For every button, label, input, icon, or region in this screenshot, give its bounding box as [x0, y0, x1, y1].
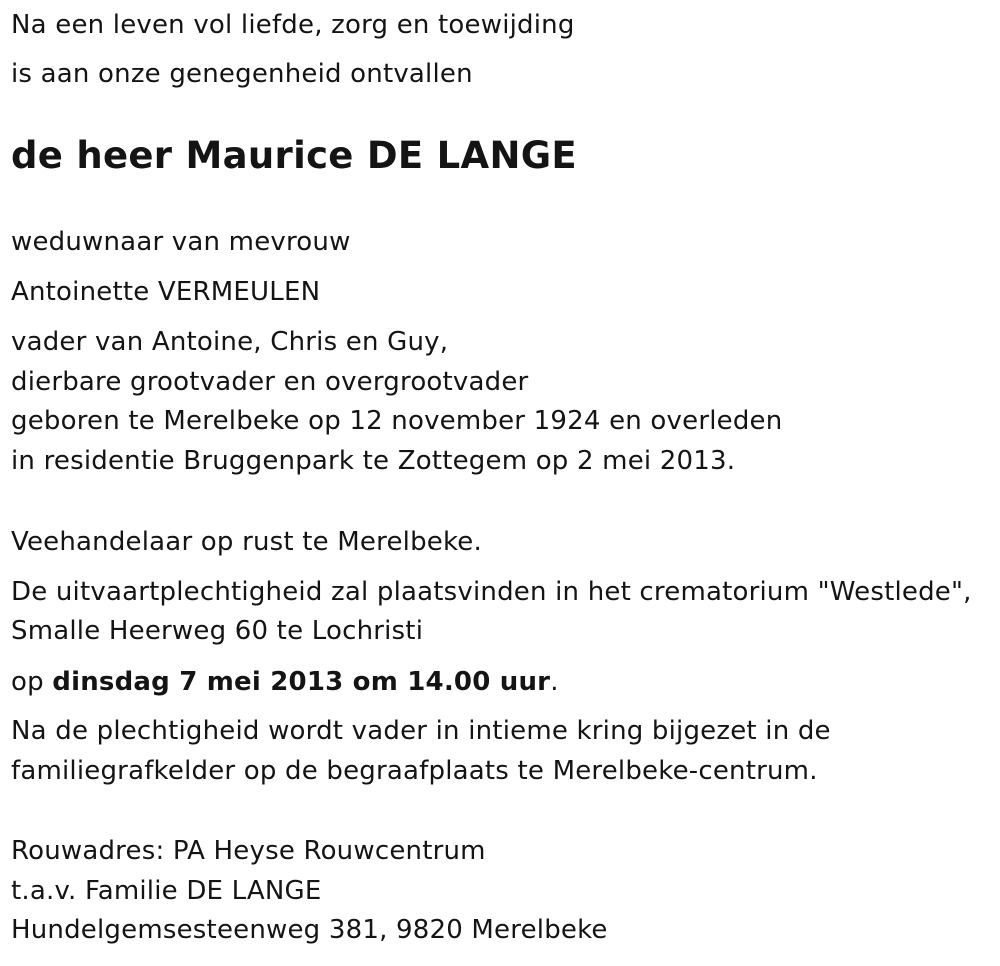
burial-line-2: familiegrafkelder op de begraafplaats te Merelbeke-centrum.	[11, 756, 818, 786]
address-line-2: t.a.v. Familie DE LANGE	[11, 876, 322, 906]
ceremony-date-suffix: .	[550, 667, 559, 697]
ceremony-date: dinsdag 7 mei 2013 om 14.00 uur	[52, 667, 551, 697]
deceased-name: de heer Maurice DE LANGE	[11, 134, 577, 177]
burial-line-1: Na de plechtigheid wordt vader in intieme kring bijgezet in de	[11, 716, 831, 746]
intro-line-1: Na een leven vol liefde, zorg en toewijding	[11, 10, 575, 40]
spouse-name: Antoinette VERMEULEN	[11, 277, 321, 307]
profession-line: Veehandelaar op rust te Merelbeke.	[11, 527, 482, 557]
grandfather-line: dierbare grootvader en overgrootvader	[11, 367, 529, 397]
born-died-line-2: in residentie Bruggenpark te Zottegem op 2 mei 2013.	[11, 446, 736, 476]
children-line: vader van Antoine, Chris en Guy,	[11, 327, 449, 357]
born-died-line-1: geboren te Merelbeke op 12 november 1924 en overleden	[11, 406, 783, 436]
address-line-3: Hundelgemsesteenweg 381, 9820 Merelbeke	[11, 915, 608, 945]
widower-label: weduwnaar van mevrouw	[11, 227, 351, 257]
ceremony-date-prefix: op	[11, 667, 53, 697]
intro-line-2: is aan onze genegenheid ontvallen	[11, 59, 473, 89]
ceremony-line-1: De uitvaartplechtigheid zal plaatsvinden in het crematorium "Westlede",	[11, 577, 972, 607]
ceremony-line-2: Smalle Heerweg 60 te Lochristi	[11, 616, 424, 646]
ceremony-date-line	[11, 666, 559, 698]
address-line-1: Rouwadres: PA Heyse Rouwcentrum	[11, 836, 486, 866]
